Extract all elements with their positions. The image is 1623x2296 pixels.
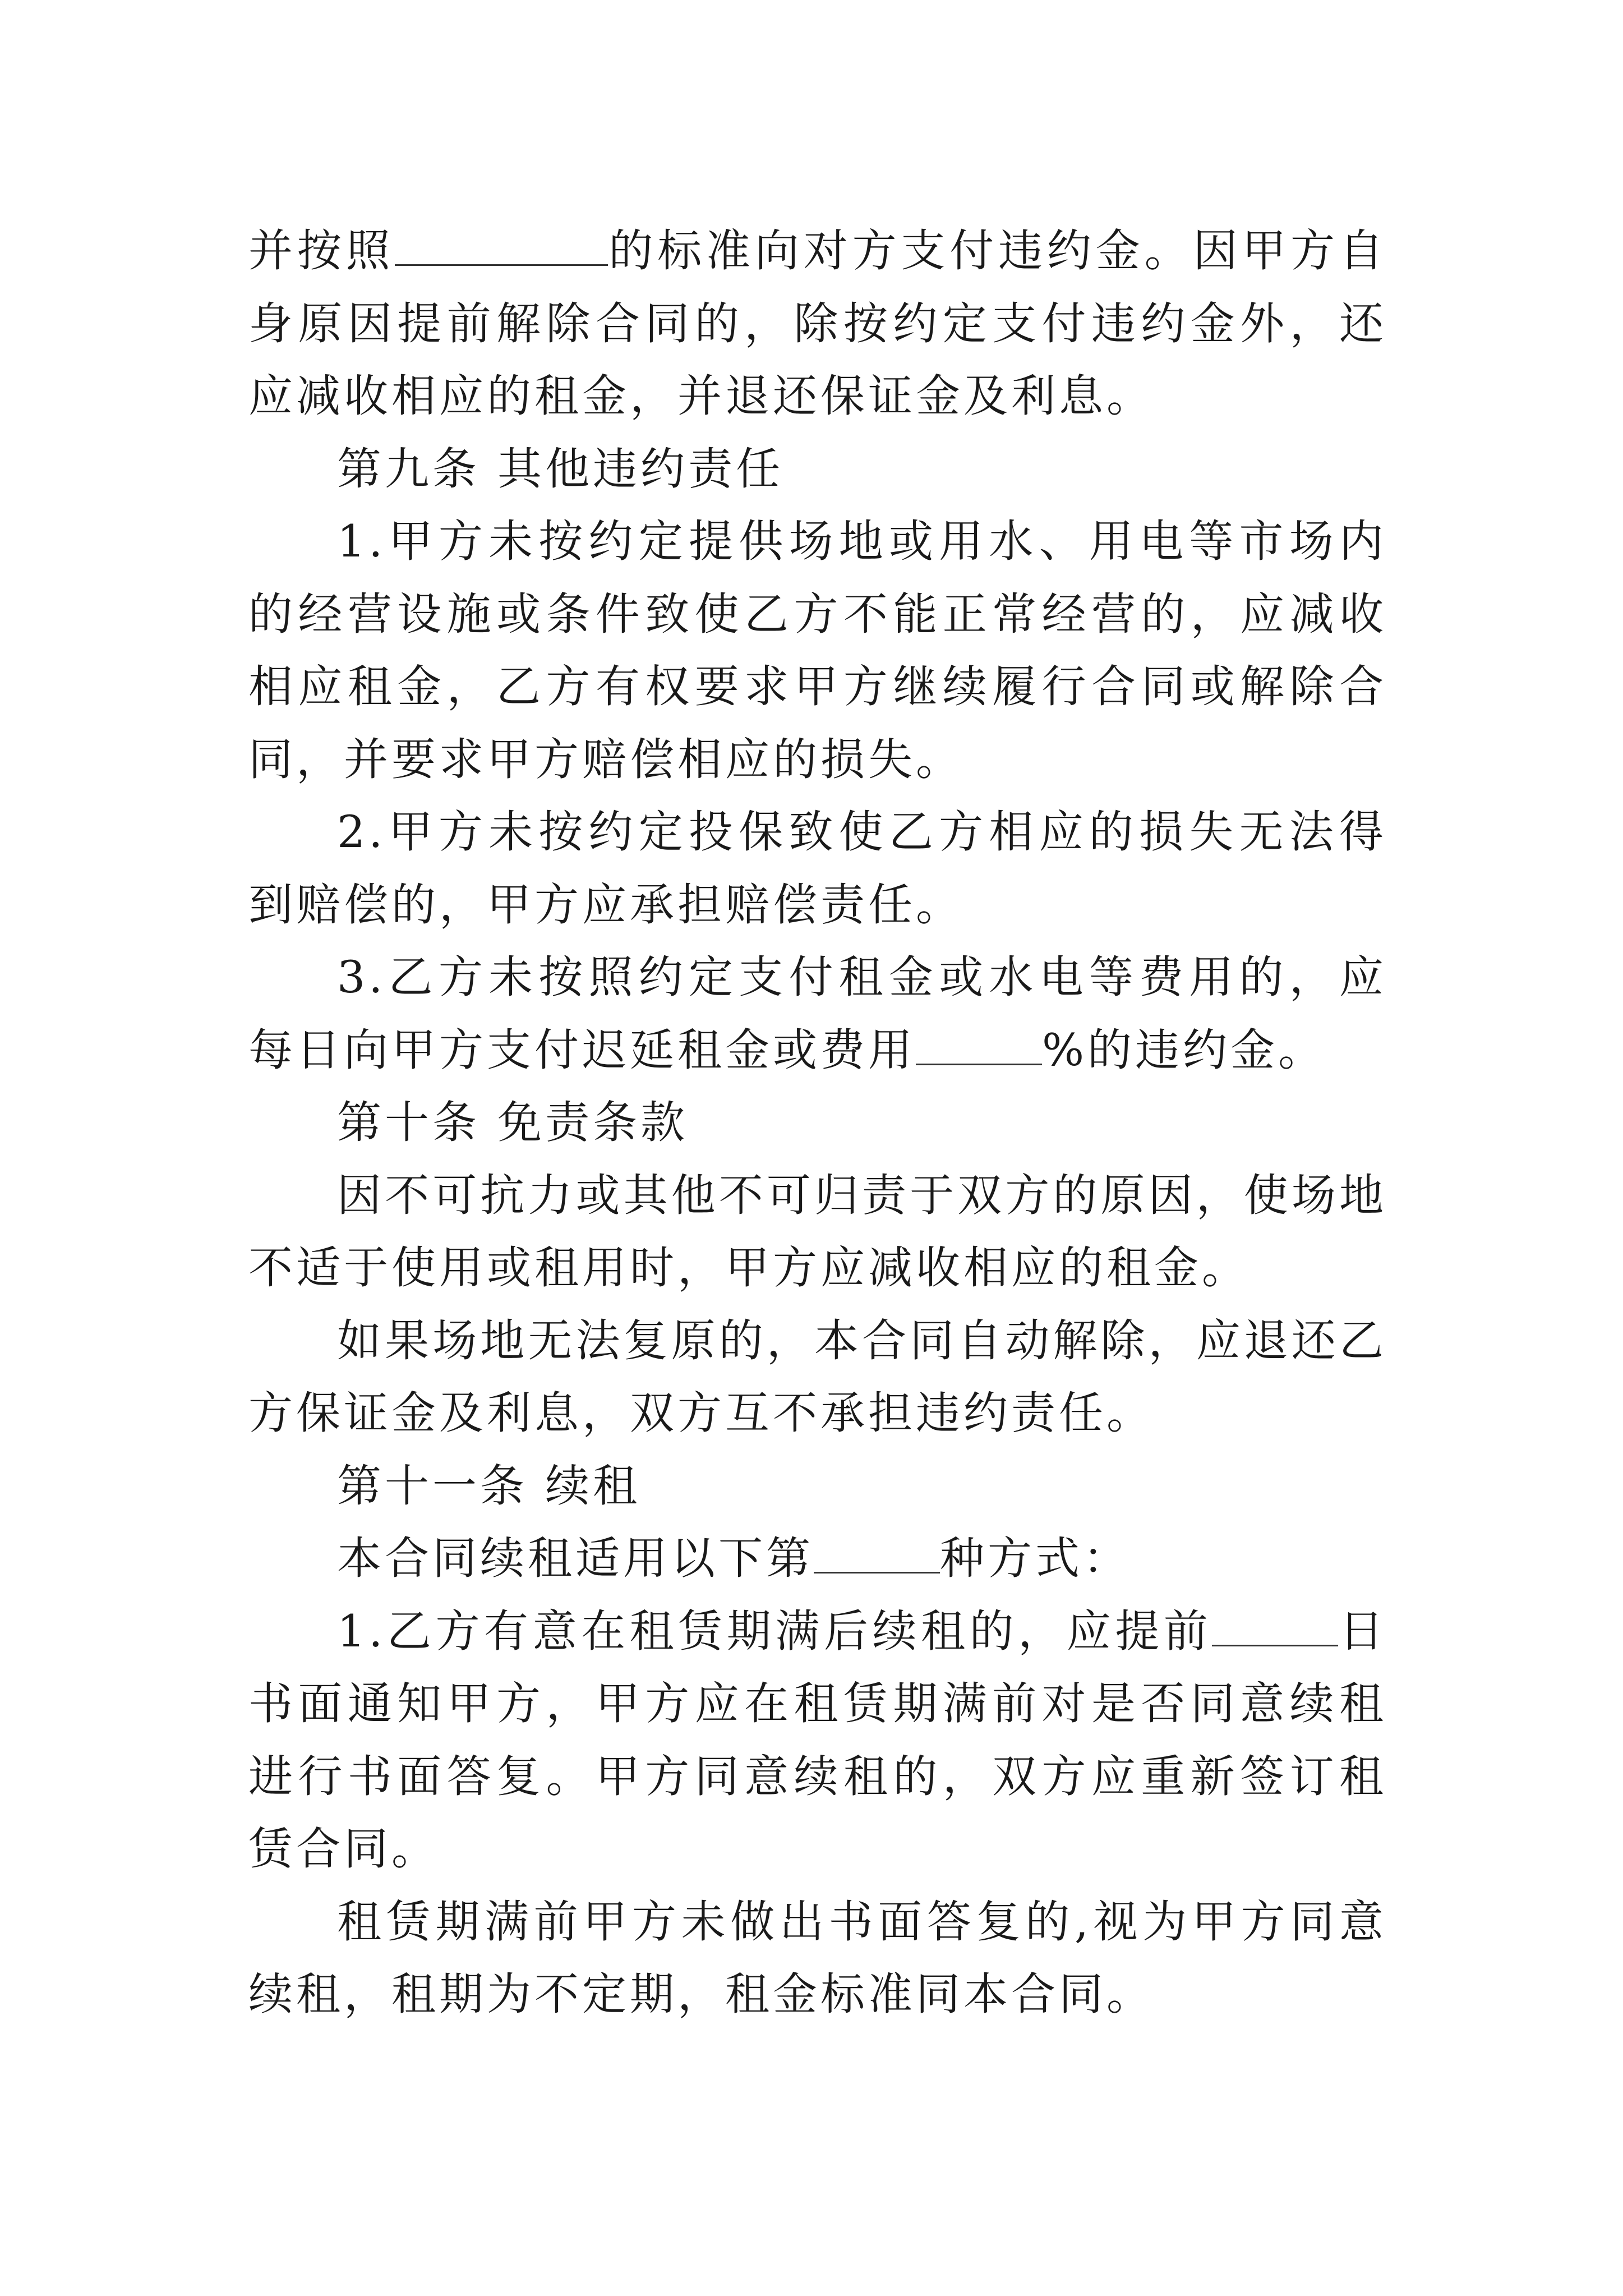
paragraph-article-10-clause-2: 如果场地无法复原的，本合同自动解除，应退还乙方保证金及利息，双方互不承担违约责任。 (248, 1314, 1387, 1439)
paragraph-article-11-intro (248, 1522, 1387, 1595)
fill-in-blank[interactable] (1212, 1611, 1338, 1646)
paragraph-article-9-item-1: 1.甲方未按约定提供场地或用水、用电等市场内的经营设施或条件致使乙方不能正常经营的，应减收相应租金，乙方有权要求甲方继续履行合同或解除合同，并要求甲方赔偿相应的损失。 (248, 516, 1387, 785)
paragraph-text-before: 3.乙方未按照约定支付租金或水电等费用的，应每日向甲方支付迟延租金或费用 (248, 951, 1387, 1076)
document-body (248, 215, 1387, 2031)
paragraph-text-before: 并按照 (248, 225, 395, 277)
paragraph-breach-penalty (248, 215, 1387, 433)
paragraph-article-9-item-2: 2.甲方未按约定投保致使乙方相应的损失无法得到赔偿的，甲方应承担赔偿责任。 (248, 806, 1387, 931)
paragraph-article-11-item-1 (248, 1595, 1387, 1886)
paragraph-text-before: 本合同续租适用以下第 (337, 1533, 814, 1584)
paragraph-article-10-clause-1: 因不可抗力或其他不可归责于双方的原因，使场地不适于使用或租用时，甲方应减收相应的租金。 (248, 1169, 1387, 1294)
paragraph-text-before: 1.乙方有意在租赁期满后续租的，应提前 (337, 1605, 1212, 1657)
heading-article-11: 第十一条 续租 (337, 1460, 641, 1512)
paragraph-text-after: 种方式： (940, 1533, 1131, 1584)
paragraph-article-9-item-3 (248, 941, 1387, 1087)
paragraph-text-after: %的违约金。 (1042, 1024, 1326, 1076)
fill-in-blank[interactable] (916, 1030, 1042, 1065)
heading-article-10: 第十条 免责条款 (337, 1097, 689, 1148)
fill-in-blank[interactable] (395, 231, 608, 266)
paragraph-text-after: 的标准向对方支付违约金。因甲方自身原因提前解除合同的，除按约定支付违约金外，还应减收相应的租金，并退还保证金及利息。 (248, 225, 1387, 422)
paragraph-text-after: 日书面通知甲方，甲方应在租赁期满前对是否同意续租进行书面答复。甲方同意续租的，双方应重新签订租赁合同。 (248, 1605, 1387, 1875)
heading-article-9: 第九条 其他违约责任 (337, 443, 784, 495)
fill-in-blank[interactable] (814, 1538, 940, 1573)
paragraph-article-11-default-renewal: 租赁期满前甲方未做出书面答复的,视为甲方同意续租，租期为不定期，租金标准同本合同。 (248, 1895, 1387, 2020)
